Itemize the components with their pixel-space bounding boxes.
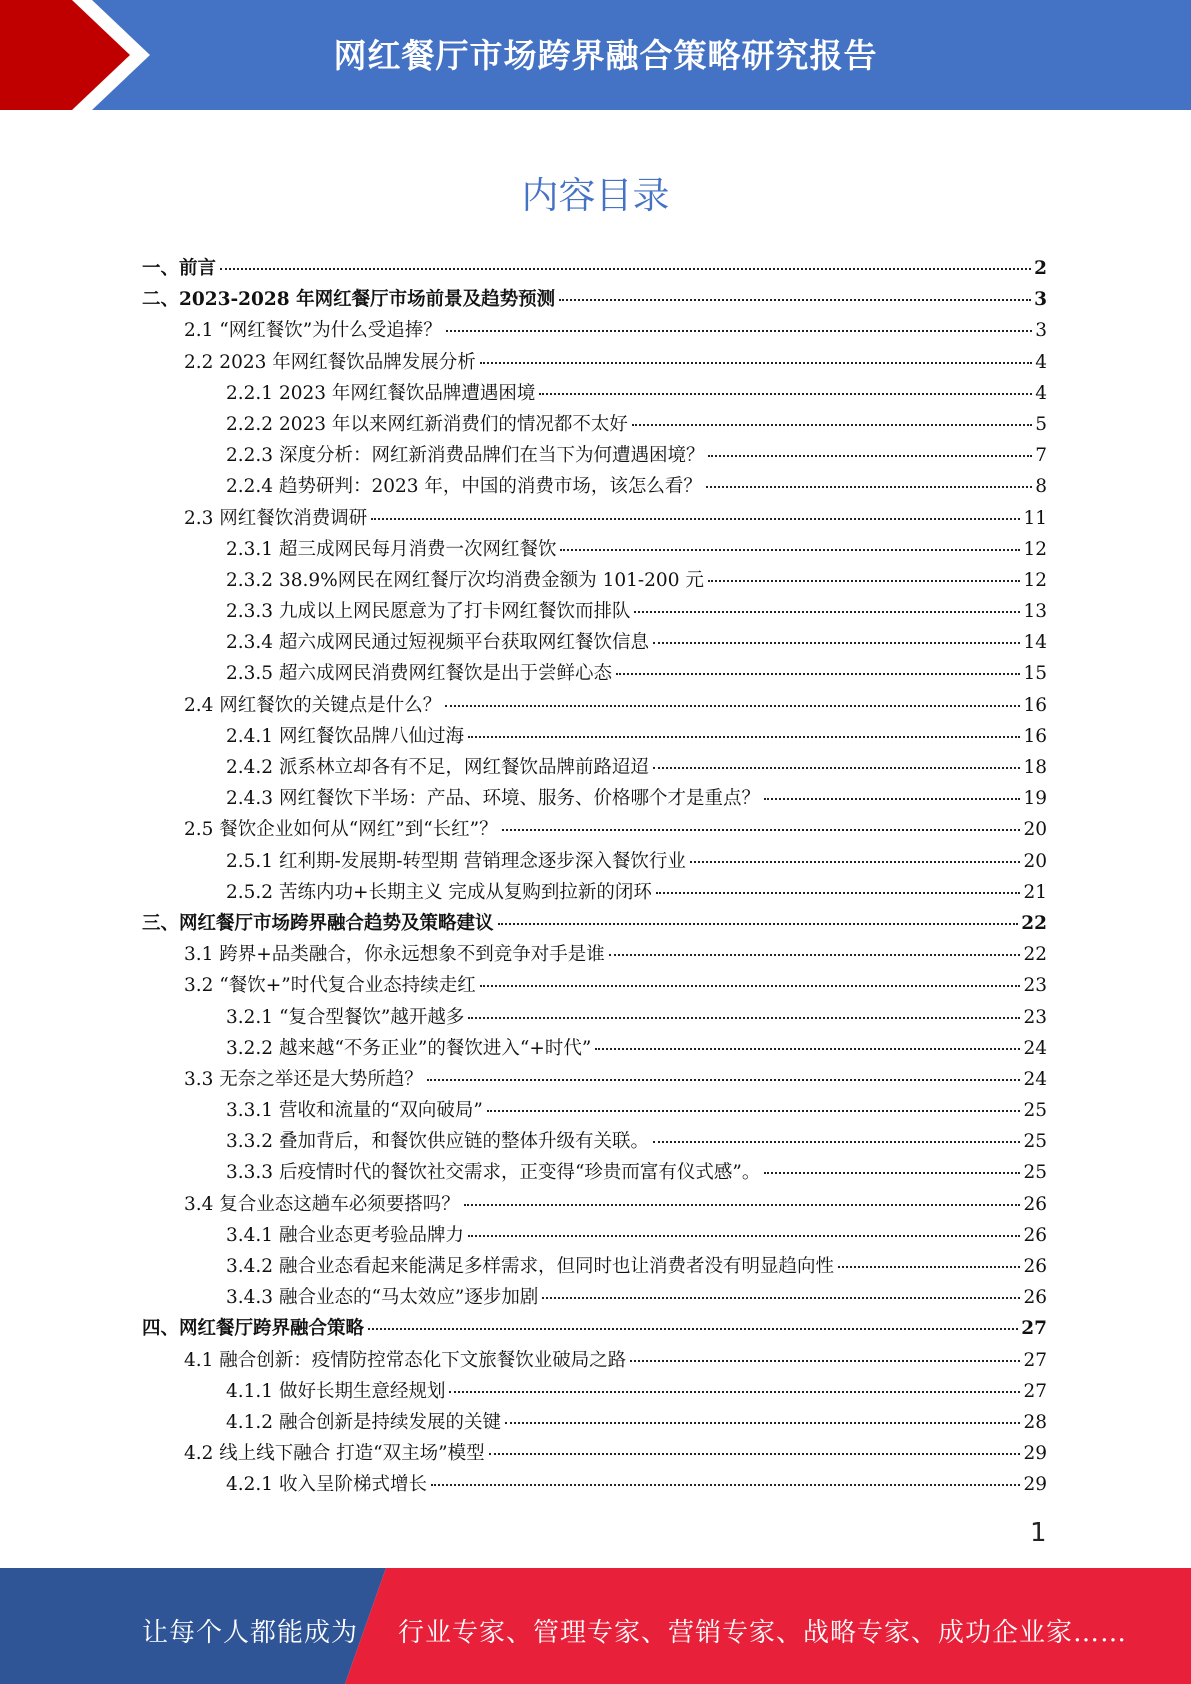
toc-dot-leader — [480, 985, 1021, 987]
toc-entry-title: 3.3.3 后疫情时代的餐饮社交需求，正变得“珍贵而富有仪式感”。 — [226, 1162, 761, 1184]
toc-entry[interactable] — [142, 535, 1047, 566]
toc-dot-leader — [708, 580, 1021, 582]
toc-entry[interactable] — [142, 597, 1047, 628]
toc-entry[interactable] — [142, 566, 1047, 597]
toc-dot-leader — [653, 767, 1020, 769]
toc-entry-title: 2.3.1 超三成网民每月消费一次网红餐饮 — [226, 538, 557, 560]
toc-entry[interactable] — [142, 1003, 1047, 1034]
toc-entry-title: 2.3 网红餐饮消费调研 — [184, 507, 368, 529]
toc-entry[interactable] — [142, 348, 1047, 379]
toc-entry-title: 2.2.3 深度分析：网红新消费品牌们在当下为何遭遇困境？ — [226, 445, 705, 467]
toc-entry[interactable] — [142, 722, 1047, 753]
toc-entry-title: 3.3 无奈之举还是大势所趋？ — [184, 1068, 423, 1090]
toc-entry[interactable] — [142, 784, 1047, 815]
toc-entry-title: 3.4.2 融合业态看起来能满足多样需求，但同时也让消费者没有明显趋向性 — [226, 1256, 834, 1277]
toc-entry-title: 四、网红餐厅跨界融合策略 — [142, 1318, 365, 1340]
toc-entry-title: 2.3.3 九成以上网民愿意为了打卡网红餐饮而排队 — [226, 601, 631, 623]
toc-dot-leader — [559, 299, 1031, 301]
toc-entry[interactable] — [142, 410, 1047, 441]
toc-entry[interactable] — [142, 254, 1047, 285]
toc-entry-page: 13 — [1023, 601, 1047, 623]
toc-dot-leader — [653, 1141, 1020, 1143]
toc-dot-leader — [560, 549, 1020, 551]
toc-entry-page: 20 — [1023, 819, 1047, 841]
toc-entry[interactable] — [142, 472, 1047, 503]
toc-dot-leader — [708, 455, 1032, 457]
toc-entry-title: 3.3.2 叠加背后，和餐饮供应链的整体升级有关联。 — [226, 1131, 649, 1153]
toc-entry[interactable] — [142, 1470, 1047, 1501]
toc-dot-leader — [539, 393, 1032, 395]
toc-entry-page: 26 — [1023, 1224, 1047, 1246]
toc-dot-leader — [446, 330, 1033, 332]
toc-entry-title: 3.2.1 “复合型餐饮”越开越多 — [226, 1006, 465, 1028]
toc-entry-title: 2.3.2 38.9%网民在网红餐厅次均消费金额为 101-200 元 — [226, 569, 704, 591]
toc-dot-leader — [498, 923, 1019, 925]
toc-entry[interactable] — [142, 1377, 1047, 1408]
toc-entry[interactable] — [142, 285, 1047, 316]
toc-entry[interactable] — [142, 971, 1047, 1002]
toc-entry-page: 5 — [1035, 413, 1047, 435]
toc-entry-page: 28 — [1023, 1411, 1047, 1433]
toc-entry-page: 4 — [1035, 351, 1047, 373]
toc-entry-title: 2.4.3 网红餐饮下半场：产品、环境、服务、价格哪个才是重点？ — [226, 788, 760, 810]
toc-entry-page: 16 — [1023, 725, 1047, 747]
toc-entry-page: 16 — [1023, 694, 1047, 716]
toc-entry-title: 2.4.1 网红餐饮品牌八仙过海 — [226, 725, 464, 747]
toc-entry-page: 4 — [1035, 382, 1047, 404]
toc-entry-title: 3.1 跨界+品类融合，你永远想象不到竞争对手是谁 — [184, 944, 605, 966]
toc-entry[interactable] — [142, 628, 1047, 659]
toc-entry-page: 3 — [1035, 320, 1047, 342]
toc-entry-page: 23 — [1023, 1006, 1047, 1028]
toc-entry-title: 3.2.2 越来越“不务正业”的餐饮进入“+时代” — [226, 1037, 592, 1059]
toc-dot-leader — [371, 518, 1020, 520]
table-of-contents — [142, 254, 1047, 1502]
toc-dot-leader — [449, 1391, 1020, 1393]
toc-entry-page: 26 — [1023, 1193, 1047, 1215]
toc-entry-page: 3 — [1034, 289, 1047, 311]
toc-entry-title: 3.4 复合业态这趟车必须要搭吗？ — [184, 1193, 460, 1215]
toc-dot-leader — [487, 1110, 1021, 1112]
toc-dot-leader — [706, 486, 1032, 488]
toc-entry-page: 25 — [1023, 1162, 1047, 1184]
toc-entry[interactable] — [142, 878, 1047, 909]
toc-entry-page: 23 — [1023, 975, 1047, 997]
toc-entry-title: 2.2.1 2023 年网红餐饮品牌遭遇困境 — [226, 382, 536, 404]
toc-dot-leader — [489, 1453, 1021, 1455]
toc-dot-leader — [690, 861, 1021, 863]
toc-dot-leader — [764, 1172, 1020, 1174]
toc-entry-title: 三、网红餐厅市场跨界融合趋势及策略建议 — [142, 912, 494, 934]
toc-entry[interactable] — [142, 1283, 1047, 1314]
toc-dot-leader — [595, 1048, 1020, 1050]
toc-entry-title: 2.5.1 红利期-发展期-转型期 营销理念逐步深入餐饮行业 — [226, 850, 686, 872]
toc-dot-leader — [838, 1266, 1020, 1268]
toc-entry-page: 24 — [1023, 1068, 1047, 1090]
toc-dot-leader — [220, 268, 1031, 270]
toc-entry-title: 2.1 “网红餐饮”为什么受追捧？ — [184, 320, 442, 342]
toc-entry-page: 29 — [1023, 1474, 1047, 1496]
toc-dot-leader — [480, 362, 1032, 364]
toc-entry-title: 4.1.2 融合创新是持续发展的关键 — [226, 1411, 501, 1433]
toc-entry-title: 2.4 网红餐饮的关键点是什么？ — [184, 694, 442, 716]
toc-entry[interactable] — [142, 504, 1047, 535]
toc-dot-leader — [368, 1328, 1018, 1330]
toc-entry-page: 14 — [1023, 632, 1047, 654]
toc-dot-leader — [445, 705, 1020, 707]
toc-entry-page: 19 — [1023, 788, 1047, 810]
toc-entry-page: 15 — [1023, 663, 1047, 685]
toc-entry[interactable] — [142, 1065, 1047, 1096]
toc-dot-leader — [609, 954, 1021, 956]
toc-entry[interactable] — [142, 1096, 1047, 1127]
toc-entry-title: 二、2023-2028 年网红餐厅市场前景及趋势预测 — [142, 289, 556, 311]
toc-entry-title: 2.2.4 趋势研判：2023 年，中国的消费市场，该怎么看？ — [226, 476, 702, 498]
toc-entry[interactable] — [142, 1127, 1047, 1158]
toc-entry-title: 3.4.1 融合业态更考验品牌力 — [226, 1224, 464, 1246]
toc-heading: 内容目录 — [521, 174, 670, 217]
toc-dot-leader — [468, 1017, 1020, 1019]
toc-entry-page: 7 — [1035, 445, 1047, 467]
toc-entry-title: 2.5 餐饮企业如何从“网红”到“长红”？ — [184, 819, 498, 841]
toc-dot-leader — [542, 1297, 1020, 1299]
footer-banner — [0, 1568, 1191, 1684]
toc-dot-leader — [427, 1079, 1021, 1081]
toc-dot-leader — [656, 892, 1021, 894]
toc-dot-leader — [468, 736, 1020, 738]
toc-entry[interactable] — [142, 441, 1047, 472]
toc-entry-title: 4.2.1 收入呈阶梯式增长 — [226, 1474, 427, 1496]
toc-entry-page: 27 — [1023, 1349, 1047, 1371]
toc-entry-title: 2.3.4 超六成网民通过短视频平台获取网红餐饮信息 — [226, 632, 649, 654]
toc-dot-leader — [764, 798, 1020, 800]
toc-entry-page: 2 — [1034, 258, 1047, 279]
toc-entry[interactable] — [142, 1346, 1047, 1377]
toc-entry-title: 一、前言 — [142, 258, 217, 279]
toc-dot-leader — [505, 1422, 1020, 1424]
toc-dot-leader — [634, 611, 1020, 613]
toc-entry-title: 3.2 “餐饮+”时代复合业态持续走红 — [184, 975, 476, 997]
toc-entry[interactable] — [142, 1158, 1047, 1189]
toc-entry[interactable] — [142, 753, 1047, 784]
toc-entry-page: 25 — [1023, 1100, 1047, 1122]
toc-entry-title: 2.4.2 派系林立却各有不足，网红餐饮品牌前路迢迢 — [226, 757, 649, 778]
toc-entry[interactable] — [142, 691, 1047, 722]
toc-entry-page: 26 — [1023, 1287, 1047, 1309]
toc-dot-leader — [632, 424, 1032, 426]
toc-entry[interactable] — [142, 1408, 1047, 1439]
toc-entry[interactable] — [142, 1221, 1047, 1252]
toc-entry-page: 25 — [1023, 1131, 1047, 1153]
toc-entry[interactable] — [142, 1439, 1047, 1470]
toc-entry-title: 3.4.3 融合业态的“马太效应”逐步加剧 — [226, 1287, 539, 1309]
toc-entry-page: 20 — [1023, 850, 1047, 872]
toc-entry[interactable] — [142, 1034, 1047, 1065]
toc-entry-title: 4.1 融合创新：疫情防控常态化下文旅餐饮业破局之路 — [184, 1349, 627, 1371]
toc-entry-page: 22 — [1021, 912, 1047, 934]
toc-entry-page: 27 — [1021, 1318, 1047, 1340]
toc-entry[interactable] — [142, 1190, 1047, 1221]
toc-entry[interactable] — [142, 847, 1047, 878]
toc-entry[interactable] — [142, 940, 1047, 971]
toc-entry-page: 26 — [1023, 1256, 1047, 1277]
toc-dot-leader — [616, 673, 1020, 675]
toc-entry-title: 4.2 线上线下融合 打造“双主场”模型 — [184, 1443, 485, 1465]
toc-entry[interactable] — [142, 1314, 1047, 1345]
toc-entry-page: 12 — [1023, 569, 1047, 591]
toc-entry-title: 2.3.5 超六成网民消费网红餐饮是出于尝鲜心态 — [226, 663, 612, 685]
toc-entry-page: 8 — [1035, 476, 1047, 498]
header-banner — [0, 0, 1191, 110]
toc-entry-title: 4.1.1 做好长期生意经规划 — [226, 1380, 446, 1402]
toc-dot-leader — [464, 1204, 1021, 1206]
toc-entry-title: 2.2.2 2023 年以来网红新消费们的情况都不太好 — [226, 413, 628, 435]
report-title: 网红餐厅市场跨界融合策略研究报告 — [333, 36, 878, 75]
toc-entry-title: 2.5.2 苦练内功+长期主义 完成从复购到拉新的闭环 — [226, 881, 652, 903]
toc-dot-leader — [431, 1484, 1020, 1486]
toc-entry-page: 21 — [1023, 881, 1047, 903]
toc-entry[interactable] — [142, 909, 1047, 940]
toc-entry[interactable] — [142, 659, 1047, 690]
toc-entry-page: 24 — [1023, 1037, 1047, 1059]
toc-entry-page: 29 — [1023, 1443, 1047, 1465]
toc-entry-page: 18 — [1023, 757, 1047, 778]
footer-slogan-left: 让每个人都能成为 — [142, 1618, 359, 1648]
toc-entry[interactable] — [142, 379, 1047, 410]
page-number: 1 — [1030, 1518, 1047, 1548]
toc-dot-leader — [468, 1235, 1020, 1237]
toc-dot-leader — [630, 1360, 1020, 1362]
toc-entry[interactable] — [142, 1252, 1047, 1283]
toc-entry[interactable] — [142, 316, 1047, 347]
footer-slogan-right: 行业专家、管理专家、营销专家、战略专家、成功企业家…… — [398, 1618, 1128, 1648]
toc-entry-page: 22 — [1023, 944, 1047, 966]
toc-entry-page: 12 — [1023, 538, 1047, 560]
toc-dot-leader — [653, 642, 1020, 644]
toc-dot-leader — [502, 829, 1021, 831]
toc-entry-page: 27 — [1023, 1380, 1047, 1402]
toc-entry-page: 11 — [1023, 507, 1047, 529]
toc-entry-title: 2.2 2023 年网红餐饮品牌发展分析 — [184, 351, 476, 373]
toc-entry[interactable] — [142, 815, 1047, 846]
toc-entry-title: 3.3.1 营收和流量的“双向破局” — [226, 1100, 483, 1122]
